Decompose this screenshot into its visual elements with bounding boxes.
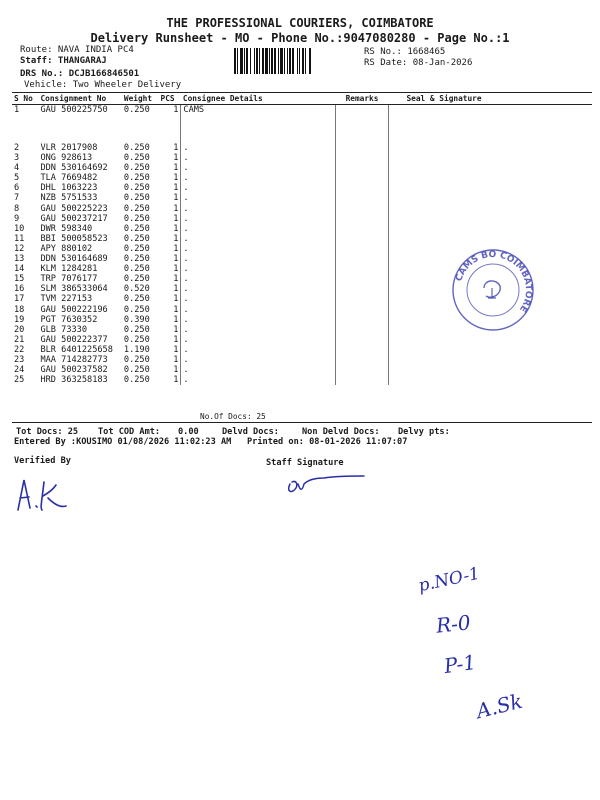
cell-weight: 0.520 <box>123 284 150 295</box>
cell-weight: 0.250 <box>123 203 150 214</box>
cell-remarks <box>336 355 389 365</box>
barcode-bar <box>278 48 279 74</box>
note-page-no: p.NO-1 <box>416 563 482 597</box>
cell-consignee: . <box>181 365 336 375</box>
cell-pcs: 1 <box>173 365 179 376</box>
barcode-bar <box>250 48 251 74</box>
cell-weight: 0.250 <box>123 375 150 386</box>
cell-consignment-no: DDN 530164692 <box>40 163 108 174</box>
barcode-bar <box>287 48 288 74</box>
cell-remarks <box>336 244 389 254</box>
barcode-bar <box>256 48 258 74</box>
barcode-bar <box>274 48 276 74</box>
cell-consignee: . <box>181 224 336 234</box>
cell-consignee: . <box>181 315 336 325</box>
barcode-bar <box>299 48 300 74</box>
cell-consignee: CAMS <box>181 105 336 144</box>
cell-pcs: 1 <box>173 173 179 184</box>
cell-pcs: 1 <box>173 254 179 265</box>
cell-weight: 0.250 <box>123 193 150 204</box>
barcode-bar <box>262 48 264 74</box>
cell-remarks <box>336 335 389 345</box>
cell-consignee: . <box>181 214 336 224</box>
table-row <box>12 163 592 173</box>
cell-pcs: 1 <box>173 304 179 315</box>
cell-weight: 0.250 <box>123 213 150 224</box>
table-row <box>12 375 592 385</box>
table-row <box>12 143 592 153</box>
cell-consignee: . <box>181 173 336 183</box>
tot-cod-label: Tot COD Amt: <box>98 427 161 437</box>
cell-consignee: . <box>181 193 336 203</box>
footer-divider <box>12 422 592 423</box>
cell-seal <box>388 365 592 375</box>
table-row <box>12 183 592 193</box>
staff-signature-label: Staff Signature <box>266 458 344 468</box>
cell-weight: 0.250 <box>123 334 150 345</box>
cell-weight: 0.250 <box>123 143 150 153</box>
barcode-bar <box>297 48 298 74</box>
cell-consignee: . <box>181 325 336 335</box>
cell-pcs: 1 <box>173 163 179 174</box>
cell-seal <box>388 153 592 163</box>
cell-sno: 6 <box>14 183 20 194</box>
barcode-bar <box>269 48 270 74</box>
barcode-bar <box>244 48 245 74</box>
barcode-bar <box>305 48 306 74</box>
cell-consignee: . <box>181 335 336 345</box>
entered-by: Entered By :KOUSIMO 01/08/2026 11:02:23 AM <box>14 437 232 447</box>
cell-weight: 0.250 <box>123 324 150 335</box>
cell-consignment-no: TLA 7669482 <box>40 173 98 184</box>
cell-consignee: . <box>181 163 336 173</box>
cell-weight: 0.250 <box>123 153 150 164</box>
cell-seal <box>388 163 592 173</box>
table-row <box>12 355 592 365</box>
cell-sno: 16 <box>14 284 25 295</box>
cell-pcs: 1 <box>173 274 179 285</box>
cell-weight: 0.250 <box>123 365 150 376</box>
cell-remarks <box>336 375 389 385</box>
staff-signature <box>284 470 374 500</box>
cell-weight: 1.190 <box>123 344 150 355</box>
cell-sno: 19 <box>14 314 25 325</box>
col-header-sno: S No <box>12 93 38 105</box>
route-label: Route: NAVA INDIA PC4 <box>20 45 134 55</box>
cell-pcs: 1 <box>173 294 179 305</box>
cell-sno: 13 <box>14 254 25 265</box>
table-row <box>12 193 592 203</box>
cell-sno: 7 <box>14 193 20 204</box>
cell-sno: 24 <box>14 365 25 376</box>
barcode-bar <box>259 48 260 74</box>
cell-consignment-no: APY 880102 <box>40 243 93 254</box>
col-header-remarks: Remarks <box>336 93 389 105</box>
barcode-bar <box>280 48 283 74</box>
cell-sno: 5 <box>14 173 20 184</box>
cell-consignment-no: DHL 1063223 <box>40 183 98 194</box>
cell-remarks <box>336 284 389 294</box>
cell-pcs: 1 <box>173 213 179 224</box>
cell-weight: 0.250 <box>123 254 150 265</box>
cell-consignment-no: GLB 73330 <box>40 324 88 335</box>
cell-weight: 0.250 <box>123 183 150 194</box>
table-row <box>12 204 592 214</box>
cell-pcs: 1 <box>173 153 179 164</box>
cell-consignment-no: DDN 530164689 <box>40 254 108 265</box>
cell-seal <box>388 335 592 345</box>
cell-sno: 8 <box>14 203 20 214</box>
cell-pcs: 1 <box>173 344 179 355</box>
delvy-pts: Delvy pts: <box>398 427 450 437</box>
cell-sno: 14 <box>14 264 25 275</box>
cell-consignee: . <box>181 143 336 153</box>
table-header <box>12 93 592 105</box>
barcode-bar <box>271 48 273 74</box>
cell-consignee: . <box>181 264 336 274</box>
cell-sno: 25 <box>14 375 25 386</box>
cell-remarks <box>336 143 389 153</box>
col-header-weight: Weight <box>122 93 159 105</box>
table-row <box>12 234 592 244</box>
cell-pcs: 1 <box>173 334 179 345</box>
tot-cod-value: 0.00 <box>178 427 199 437</box>
cell-pcs: 1 <box>173 203 179 214</box>
cell-consignee: . <box>181 153 336 163</box>
verified-by-label: Verified By <box>14 456 71 466</box>
table-row <box>12 105 592 144</box>
cell-consignment-no: DWR 598340 <box>40 223 93 234</box>
table-row <box>12 153 592 163</box>
verified-signature <box>10 470 80 520</box>
cell-consignee: . <box>181 284 336 294</box>
cell-remarks <box>336 224 389 234</box>
cell-pcs: 1 <box>173 223 179 234</box>
cell-seal <box>388 204 592 214</box>
barcode-bar <box>292 48 294 74</box>
cell-pcs: 1 <box>173 183 179 194</box>
cell-remarks <box>336 365 389 375</box>
cell-consignment-no: GAU 500237582 <box>40 365 108 376</box>
cell-sno: 11 <box>14 233 25 244</box>
cell-seal <box>388 234 592 244</box>
cell-sno: 4 <box>14 163 20 174</box>
cell-weight: 0.250 <box>123 274 150 285</box>
cell-consignee: . <box>181 274 336 284</box>
col-header-consignment: Consignment No <box>38 93 121 105</box>
cell-seal <box>388 143 592 153</box>
cell-consignment-no: GAU 500222196 <box>40 304 108 315</box>
cell-remarks <box>336 234 389 244</box>
cell-weight: 0.250 <box>123 304 150 315</box>
cell-consignment-no: ONG 928613 <box>40 153 93 164</box>
barcode-bar <box>237 48 238 74</box>
cell-remarks <box>336 294 389 304</box>
cell-consignment-no: PGT 7630352 <box>40 314 98 325</box>
cell-pcs: 1 <box>173 314 179 325</box>
cell-remarks <box>336 153 389 163</box>
cell-sno: 17 <box>14 294 25 305</box>
cell-seal <box>388 183 592 193</box>
cell-pcs: 1 <box>173 193 179 204</box>
cell-consignment-no: GAU 500225223 <box>40 203 108 214</box>
cell-pcs: 1 <box>173 354 179 365</box>
col-header-pcs: PCS <box>159 93 181 105</box>
cell-consignee: . <box>181 294 336 304</box>
cell-weight: 0.250 <box>123 243 150 254</box>
cell-consignee: . <box>181 305 336 315</box>
rs-number: RS No.: 1668465 <box>364 47 446 57</box>
staff-label: Staff: THANGARAJ <box>20 56 107 66</box>
cell-consignment-no: GAU 500237217 <box>40 213 108 224</box>
cell-remarks <box>336 315 389 325</box>
cell-sno: 9 <box>14 213 20 224</box>
cell-seal <box>388 105 592 144</box>
cell-consignment-no: GAU 500225750 <box>40 105 108 115</box>
cell-consignment-no: MAA 714282773 <box>40 354 108 365</box>
cell-consignment-no: GAU 500222377 <box>40 334 108 345</box>
cell-remarks <box>336 274 389 284</box>
cell-remarks <box>336 305 389 315</box>
non-delvd-docs: Non Delvd Docs: <box>302 427 380 437</box>
company-title: THE PROFESSIONAL COURIERS, COIMBATORE <box>166 16 434 30</box>
cell-remarks <box>336 214 389 224</box>
cell-seal <box>388 193 592 203</box>
note-initials: A.Sk <box>473 688 525 724</box>
cell-weight: 0.250 <box>123 173 150 184</box>
cell-seal <box>388 345 592 355</box>
cell-sno: 18 <box>14 304 25 315</box>
cell-seal <box>388 355 592 365</box>
cell-consignee: . <box>181 345 336 355</box>
cell-consignment-no: SLM 386533064 <box>40 284 108 295</box>
cell-pcs: 1 <box>173 143 179 153</box>
cell-consignee: . <box>181 183 336 193</box>
barcode-bar <box>234 48 236 74</box>
cell-consignment-no: TRP 7076177 <box>40 274 98 285</box>
cell-sno: 10 <box>14 223 25 234</box>
rs-date: RS Date: 08-Jan-2026 <box>364 58 473 68</box>
cell-sno: 21 <box>14 334 25 345</box>
printed-on: Printed on: 08-01-2026 11:07:07 <box>247 437 408 447</box>
cell-consignee: . <box>181 254 336 264</box>
cell-remarks <box>336 345 389 355</box>
barcode-bar <box>302 48 304 74</box>
barcode-bar <box>289 48 291 74</box>
cell-consignee: . <box>181 204 336 214</box>
cell-weight: 0.390 <box>123 314 150 325</box>
table-row <box>12 365 592 375</box>
col-header-seal: Seal & Signature <box>388 93 592 105</box>
cell-sno: 12 <box>14 243 25 254</box>
cell-remarks <box>336 105 389 144</box>
cell-remarks <box>336 204 389 214</box>
cell-pcs: 1 <box>173 233 179 244</box>
cell-sno: 15 <box>14 274 25 285</box>
cell-sno: 23 <box>14 354 25 365</box>
cell-weight: 0.250 <box>123 264 150 275</box>
cell-consignment-no: NZB 5751533 <box>40 193 98 204</box>
barcode-bar <box>246 48 248 74</box>
cell-weight: 0.250 <box>123 233 150 244</box>
cell-weight: 0.250 <box>123 354 150 365</box>
cell-weight: 0.250 <box>123 163 150 174</box>
table-row <box>12 224 592 234</box>
cell-consignment-no: HRD 363258183 <box>40 375 108 386</box>
table-row <box>12 335 592 345</box>
drs-number: DRS No.: DCJB166846501 <box>20 69 140 79</box>
note-p1: P-1 <box>442 649 478 679</box>
col-header-consignee: Consignee Details <box>181 93 336 105</box>
cell-sno: 3 <box>14 153 20 164</box>
note-r0: R-0 <box>434 610 472 638</box>
cell-remarks <box>336 173 389 183</box>
cell-seal <box>388 214 592 224</box>
runsheet-table <box>12 92 592 385</box>
cell-seal <box>388 224 592 234</box>
cell-remarks <box>336 163 389 173</box>
cell-seal <box>388 375 592 385</box>
cell-sno: 22 <box>14 344 25 355</box>
cell-pcs: 1 <box>173 284 179 295</box>
cell-consignee: . <box>181 244 336 254</box>
vehicle-label: Vehicle: Two Wheeler Delivery <box>24 80 182 90</box>
barcode-bar <box>284 48 285 74</box>
barcode-bar <box>265 48 268 74</box>
cell-seal <box>388 173 592 183</box>
barcode-bar <box>240 48 243 74</box>
runsheet-subtitle: Delivery Runsheet - MO - Phone No.:9047080280 - Page No.:1 <box>90 31 510 45</box>
barcode-bar <box>309 48 311 74</box>
table-row <box>12 345 592 355</box>
table-row <box>12 214 592 224</box>
stamp-text: CAMS BO COIMBATORE <box>454 249 534 314</box>
cell-consignment-no: TVM 227153 <box>40 294 93 305</box>
cell-consignment-no: KLM 1284281 <box>40 264 98 275</box>
cell-remarks <box>336 254 389 264</box>
tot-docs: Tot Docs: 25 <box>16 427 79 437</box>
cell-weight: 0.250 <box>123 294 150 305</box>
cell-consignment-no: BLR 6401225658 <box>40 344 113 355</box>
cell-consignment-no: VLR 2017908 <box>40 143 98 153</box>
cell-sno: 1 <box>14 105 20 115</box>
table-row <box>12 173 592 183</box>
barcode-bar <box>254 48 255 74</box>
no-of-docs: No.Of Docs: 25 <box>200 412 266 421</box>
cell-pcs: 1 <box>173 243 179 254</box>
cell-weight: 0.250 <box>123 223 150 234</box>
cell-consignee: . <box>181 234 336 244</box>
cell-sno: 2 <box>14 143 20 153</box>
cell-consignee: . <box>181 375 336 385</box>
cell-pcs: 1 <box>173 264 179 275</box>
cell-remarks <box>336 183 389 193</box>
cell-remarks <box>336 264 389 274</box>
cell-remarks <box>336 325 389 335</box>
cell-consignment-no: BBI 500058523 <box>40 233 108 244</box>
cell-pcs: 1 <box>173 105 179 115</box>
barcode <box>234 48 360 74</box>
cell-pcs: 1 <box>173 375 179 386</box>
delvd-docs: Delvd Docs: <box>222 427 279 437</box>
cell-weight: 0.250 <box>123 105 150 115</box>
office-stamp <box>448 248 538 332</box>
cell-remarks <box>336 193 389 203</box>
cell-pcs: 1 <box>173 324 179 335</box>
cell-consignee: . <box>181 355 336 365</box>
cell-sno: 20 <box>14 324 25 335</box>
